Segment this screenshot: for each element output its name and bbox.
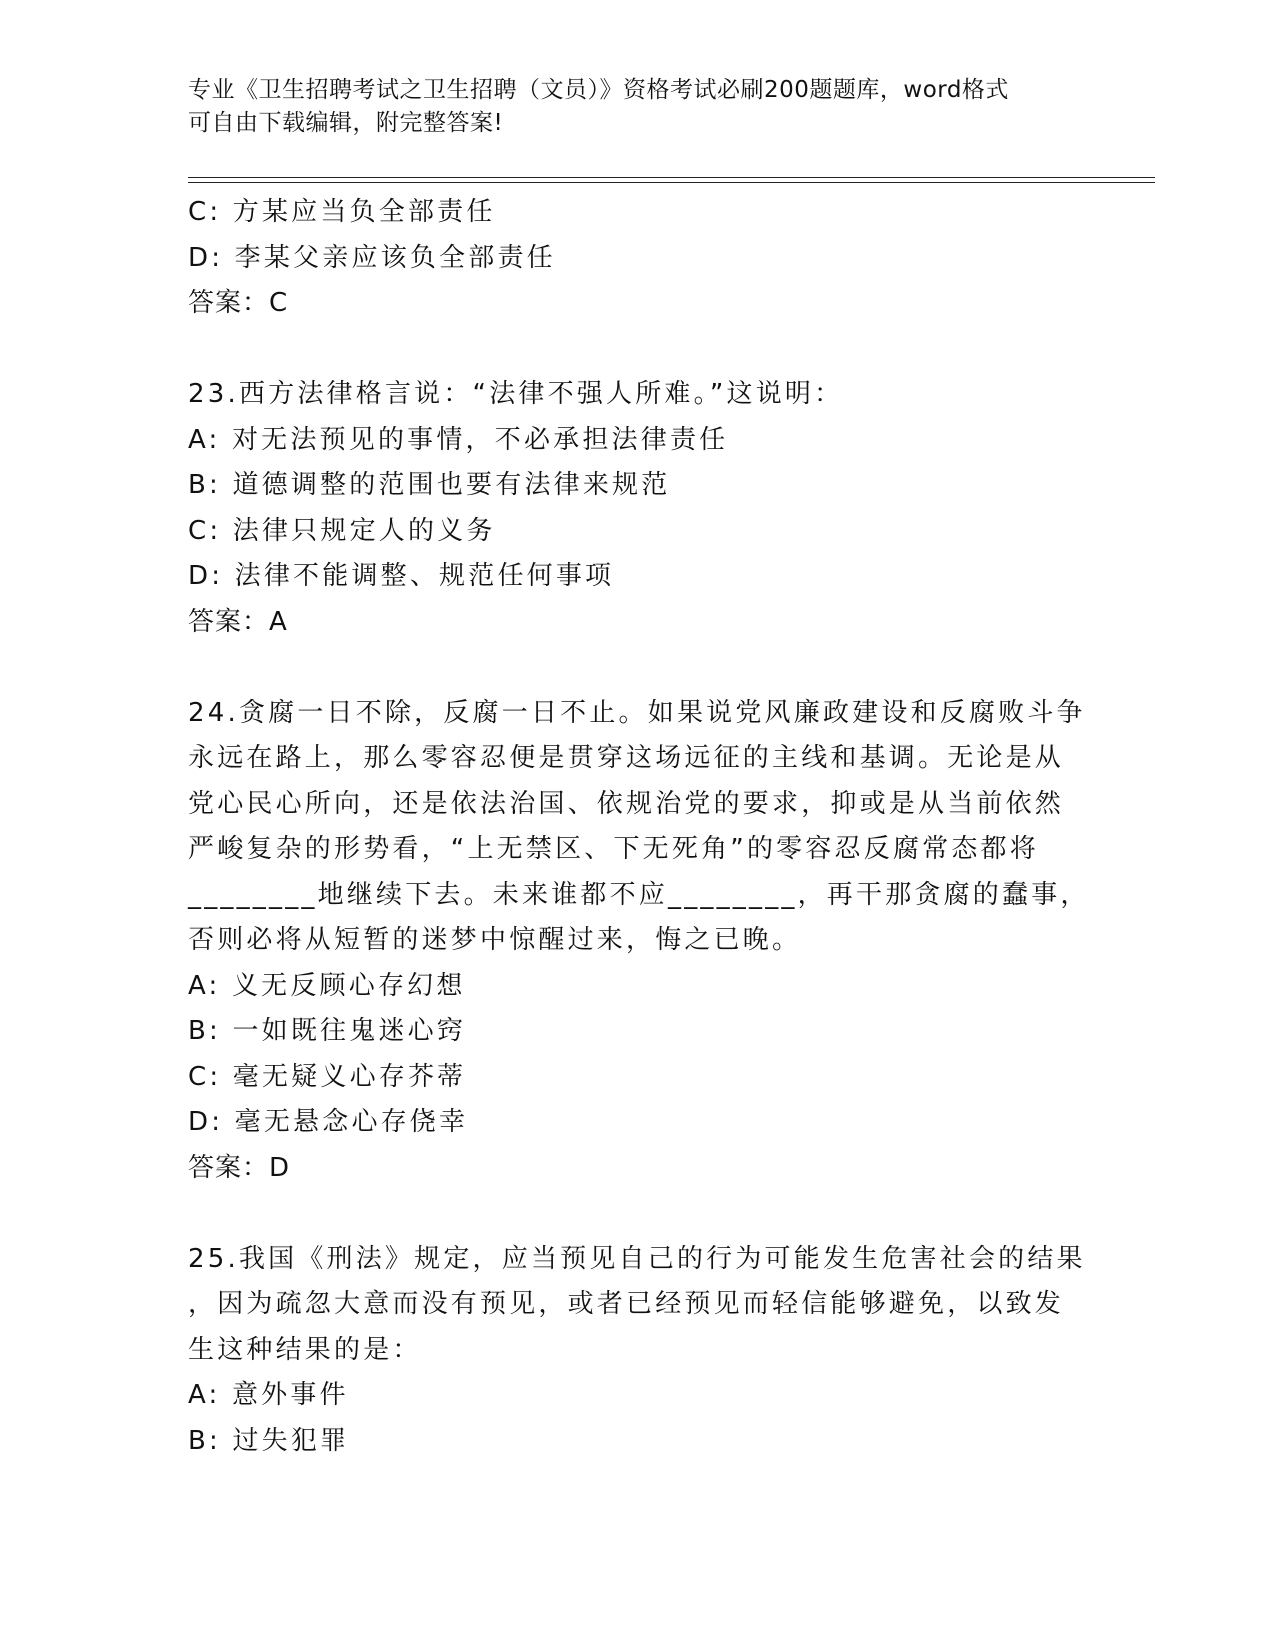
option-c: C: 方某应当负全部责任 <box>188 197 496 227</box>
question-stem-line: 生这种结果的是： <box>188 1334 422 1365</box>
document-header <box>188 74 1088 140</box>
question-stem-line: 25.我国《刑法》规定，应当预见自己的行为可能发生危害社会的结果 <box>188 1243 1086 1274</box>
option-b: B: 道德调整的范围也要有法律来规范 <box>188 470 671 500</box>
question-stem-line: 永远在路上，那么零容忍便是贯穿这场远征的主线和基调。无论是从 <box>188 743 1065 773</box>
header-divider-bottom <box>188 182 1155 183</box>
answer-line: 答案：C <box>188 288 289 318</box>
header-title-line-2: 可自由下载编辑，附完整答案! <box>188 110 504 136</box>
option-c: C: 毫无疑义心存芥蒂 <box>188 1061 467 1092</box>
header-title-line-1: 专业《卫生招聘考试之卫生招聘（文员）》资格考试必刷200题题库，word格式 <box>188 77 1009 103</box>
option-d: D: 法律不能调整、规范任何事项 <box>188 561 615 591</box>
option-a: A: 义无反顾心存幻想 <box>188 970 466 1001</box>
question-23 <box>188 372 1088 645</box>
question-stem-line: ________地继续下去。未来谁都不应________，再干那贪腐的蠢事， <box>188 879 1090 910</box>
option-b: B: 过失犯罪 <box>188 1425 350 1456</box>
question-stem-line: 党心民心所向，还是依法治国、依规治党的要求，抑或是从当前依然 <box>188 788 1065 819</box>
option-d: D: 毫无悬念心存侥幸 <box>188 1107 469 1137</box>
question-stem-line: ，因为疏忽大意而没有预见，或者已经预见而轻信能够避免，以致发 <box>188 1289 1065 1319</box>
question-list <box>188 190 1088 1464</box>
question-stem-line: 否则必将从短暂的迷梦中惊醒过来，悔之已晚。 <box>188 925 802 955</box>
question-22 <box>188 190 1088 327</box>
option-c: C: 法律只规定人的义务 <box>188 515 496 546</box>
question-stem-line: 24.贪腐一日不除，反腐一日不止。如果说党风廉政建设和反腐败斗争 <box>188 697 1086 728</box>
question-25 <box>188 1237 1088 1465</box>
option-b: B: 一如既往鬼迷心窍 <box>188 1016 467 1046</box>
spacer <box>188 1191 1088 1237</box>
question-24 <box>188 691 1088 1192</box>
answer-line: 答案：D <box>188 1152 291 1183</box>
header-divider-top <box>188 177 1155 178</box>
answer-line: 答案：A <box>188 606 288 637</box>
option-a: A: 对无法预见的事情，不必承担法律责任 <box>188 424 729 455</box>
option-d: D: 李某父亲应该负全部责任 <box>188 242 556 273</box>
question-stem: 23.西方法律格言说：“法律不强人所难。”这说明： <box>188 379 844 409</box>
option-a: A: 意外事件 <box>188 1380 349 1410</box>
spacer <box>188 645 1088 691</box>
question-stem-line: 严峻复杂的形势看，“上无禁区、下无死角”的零容忍反腐常态都将 <box>188 834 1039 864</box>
spacer <box>188 327 1088 373</box>
